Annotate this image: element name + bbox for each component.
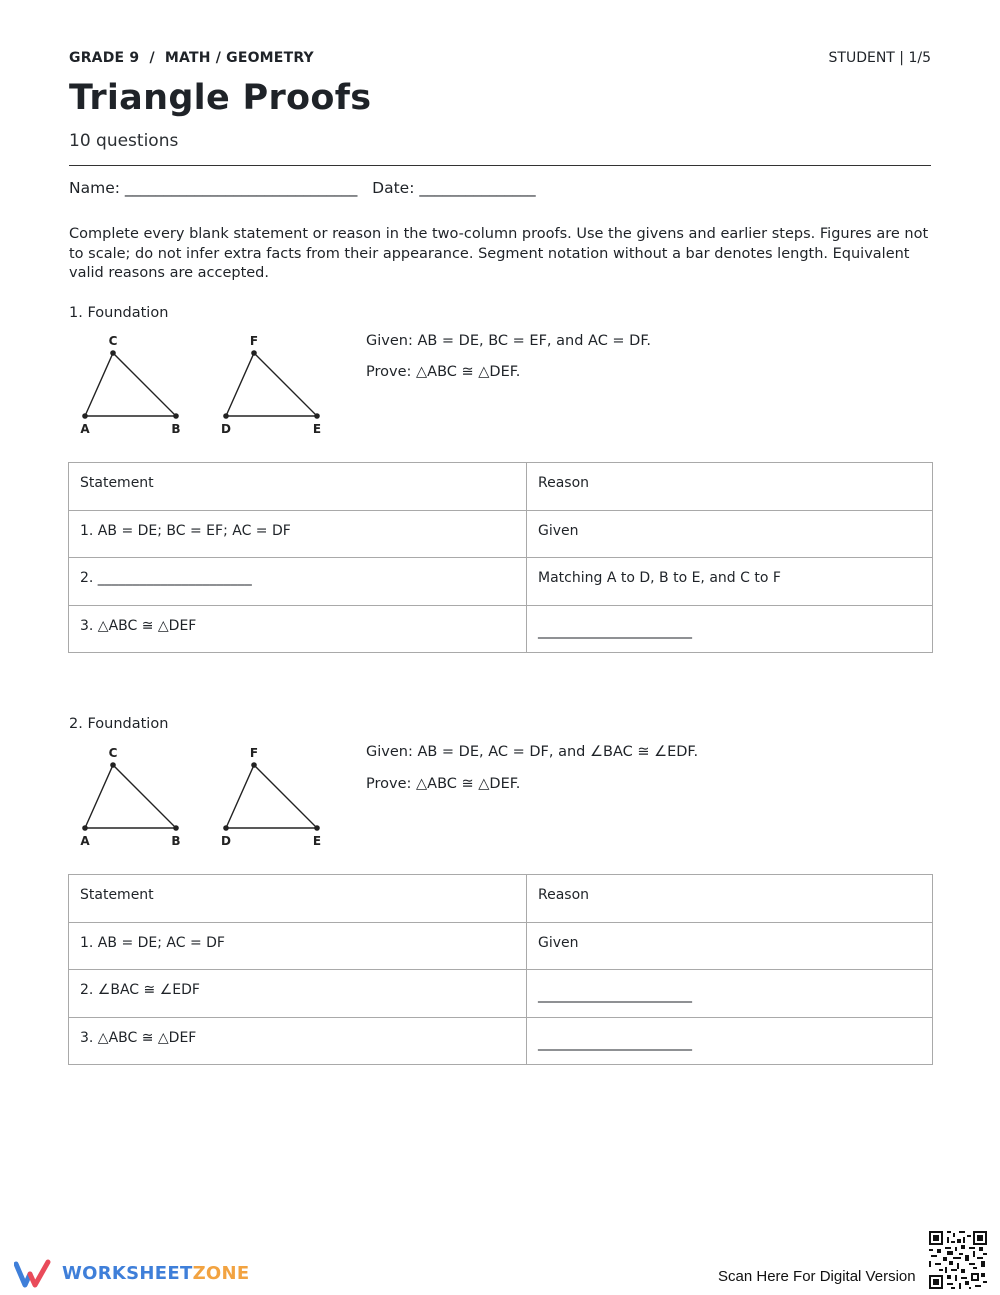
logo-text [62,1263,250,1284]
page-indicator: STUDENT | 1/5 [828,50,931,66]
vertex-a-dot [82,413,88,419]
statement-header: Statement [69,463,527,511]
vertex-d-label: D [221,834,231,848]
vertex-e-label: E [312,422,322,436]
qr-code-icon[interactable] [929,1231,987,1289]
breadcrumb: GRADE 9 / MATH / GEOMETRY [69,50,314,66]
table-row [69,558,933,606]
table-row [69,1017,933,1065]
vertex-b-dot [173,413,179,419]
statement-cell: 3. △ABC ≅ △DEF [69,1017,527,1065]
question-2-given: Given: AB = DE, AC = DF, and ∠BAC ≅ ∠EDF. [366,744,699,760]
question-2-figure [69,745,339,860]
question-count: 10 questions [69,131,179,151]
vertex-f-label: F [249,746,259,760]
question-1-figure [69,333,339,448]
triangle-abc [80,334,180,436]
table-row [69,510,933,558]
question-1-label: 1. Foundation [69,305,169,321]
statement-cell: 2. ∠BAC ≅ ∠EDF [69,970,527,1018]
table-row [69,922,933,970]
triangle-def [221,746,321,848]
question-2-prove: Prove: △ABC ≅ △DEF. [366,776,521,792]
vertex-b-label: B [171,834,181,848]
vertex-d-label: D [221,422,231,436]
reason-header: Reason [527,463,933,511]
name-date-line[interactable]: Name: ______________________________ Date: _______________ [69,179,536,197]
triangle-def [221,334,321,436]
vertex-c-label: C [108,746,118,760]
logo-w-icon [14,1258,54,1290]
triangle-abc [80,746,180,848]
header-top [69,50,931,68]
question-2-proof-table [68,874,933,1065]
reason-blank[interactable]: ______________________ [538,1034,692,1051]
reason-blank-cell[interactable] [527,605,933,653]
vertex-c-label: C [108,334,118,348]
statement-blank[interactable]: 2. ______________________ [69,558,527,606]
triangle-abc-shape [85,353,176,416]
reason-blank-cell[interactable] [527,1017,933,1065]
scan-instruction: Scan Here For Digital Version [718,1268,916,1285]
logo-text-part1: WORKSHEET [62,1263,193,1284]
statement-cell: 3. △ABC ≅ △DEF [69,605,527,653]
vertex-e-dot [314,825,320,831]
reason-cell: Given [527,922,933,970]
reason-cell: Given [527,510,933,558]
triangle-abc-shape [85,765,176,828]
table-header-row [69,463,933,511]
statement-header: Statement [69,875,527,923]
vertex-a-dot [82,825,88,831]
table-row [69,605,933,653]
statement-cell: 1. AB = DE; BC = EF; AC = DF [69,510,527,558]
vertex-e-label: E [312,834,322,848]
table-header-row [69,875,933,923]
vertex-f-dot [251,762,257,768]
header-divider [69,165,931,166]
vertex-f-dot [251,350,257,356]
instructions: Complete every blank statement or reason in the two-column proofs. Use the givens and earlier steps. Figures are not to scale; do not infer extra facts from their appearance. Segment notation without a bar denotes length. Equivalent valid reasons are accepted. [69,226,929,281]
vertex-c-dot [110,762,116,768]
vertex-a-label: A [80,834,90,848]
vertex-e-dot [314,413,320,419]
vertex-f-label: F [249,334,259,348]
reason-header: Reason [527,875,933,923]
statement-cell: 1. AB = DE; AC = DF [69,922,527,970]
vertex-a-label: A [80,422,90,436]
triangle-def-shape [226,353,317,416]
triangle-def-shape [226,765,317,828]
logo-text-part2: ZONE [192,1263,250,1284]
question-2-label: 2. Foundation [69,716,169,732]
reason-blank[interactable]: ______________________ [538,622,692,639]
vertex-b-dot [173,825,179,831]
vertex-d-dot [223,825,229,831]
question-1-proof-table [68,462,933,653]
vertex-c-dot [110,350,116,356]
question-1-prove: Prove: △ABC ≅ △DEF. [366,364,521,380]
page-title: Triangle Proofs [69,78,372,118]
table-row [69,970,933,1018]
vertex-b-label: B [171,422,181,436]
question-1-given: Given: AB = DE, BC = EF, and AC = DF. [366,333,651,349]
reason-blank[interactable]: ______________________ [538,987,692,1003]
vertex-d-dot [223,413,229,419]
reason-blank-cell[interactable] [527,970,933,1018]
worksheetzone-logo [14,1258,254,1290]
reason-cell: Matching A to D, B to E, and C to F [527,558,933,606]
